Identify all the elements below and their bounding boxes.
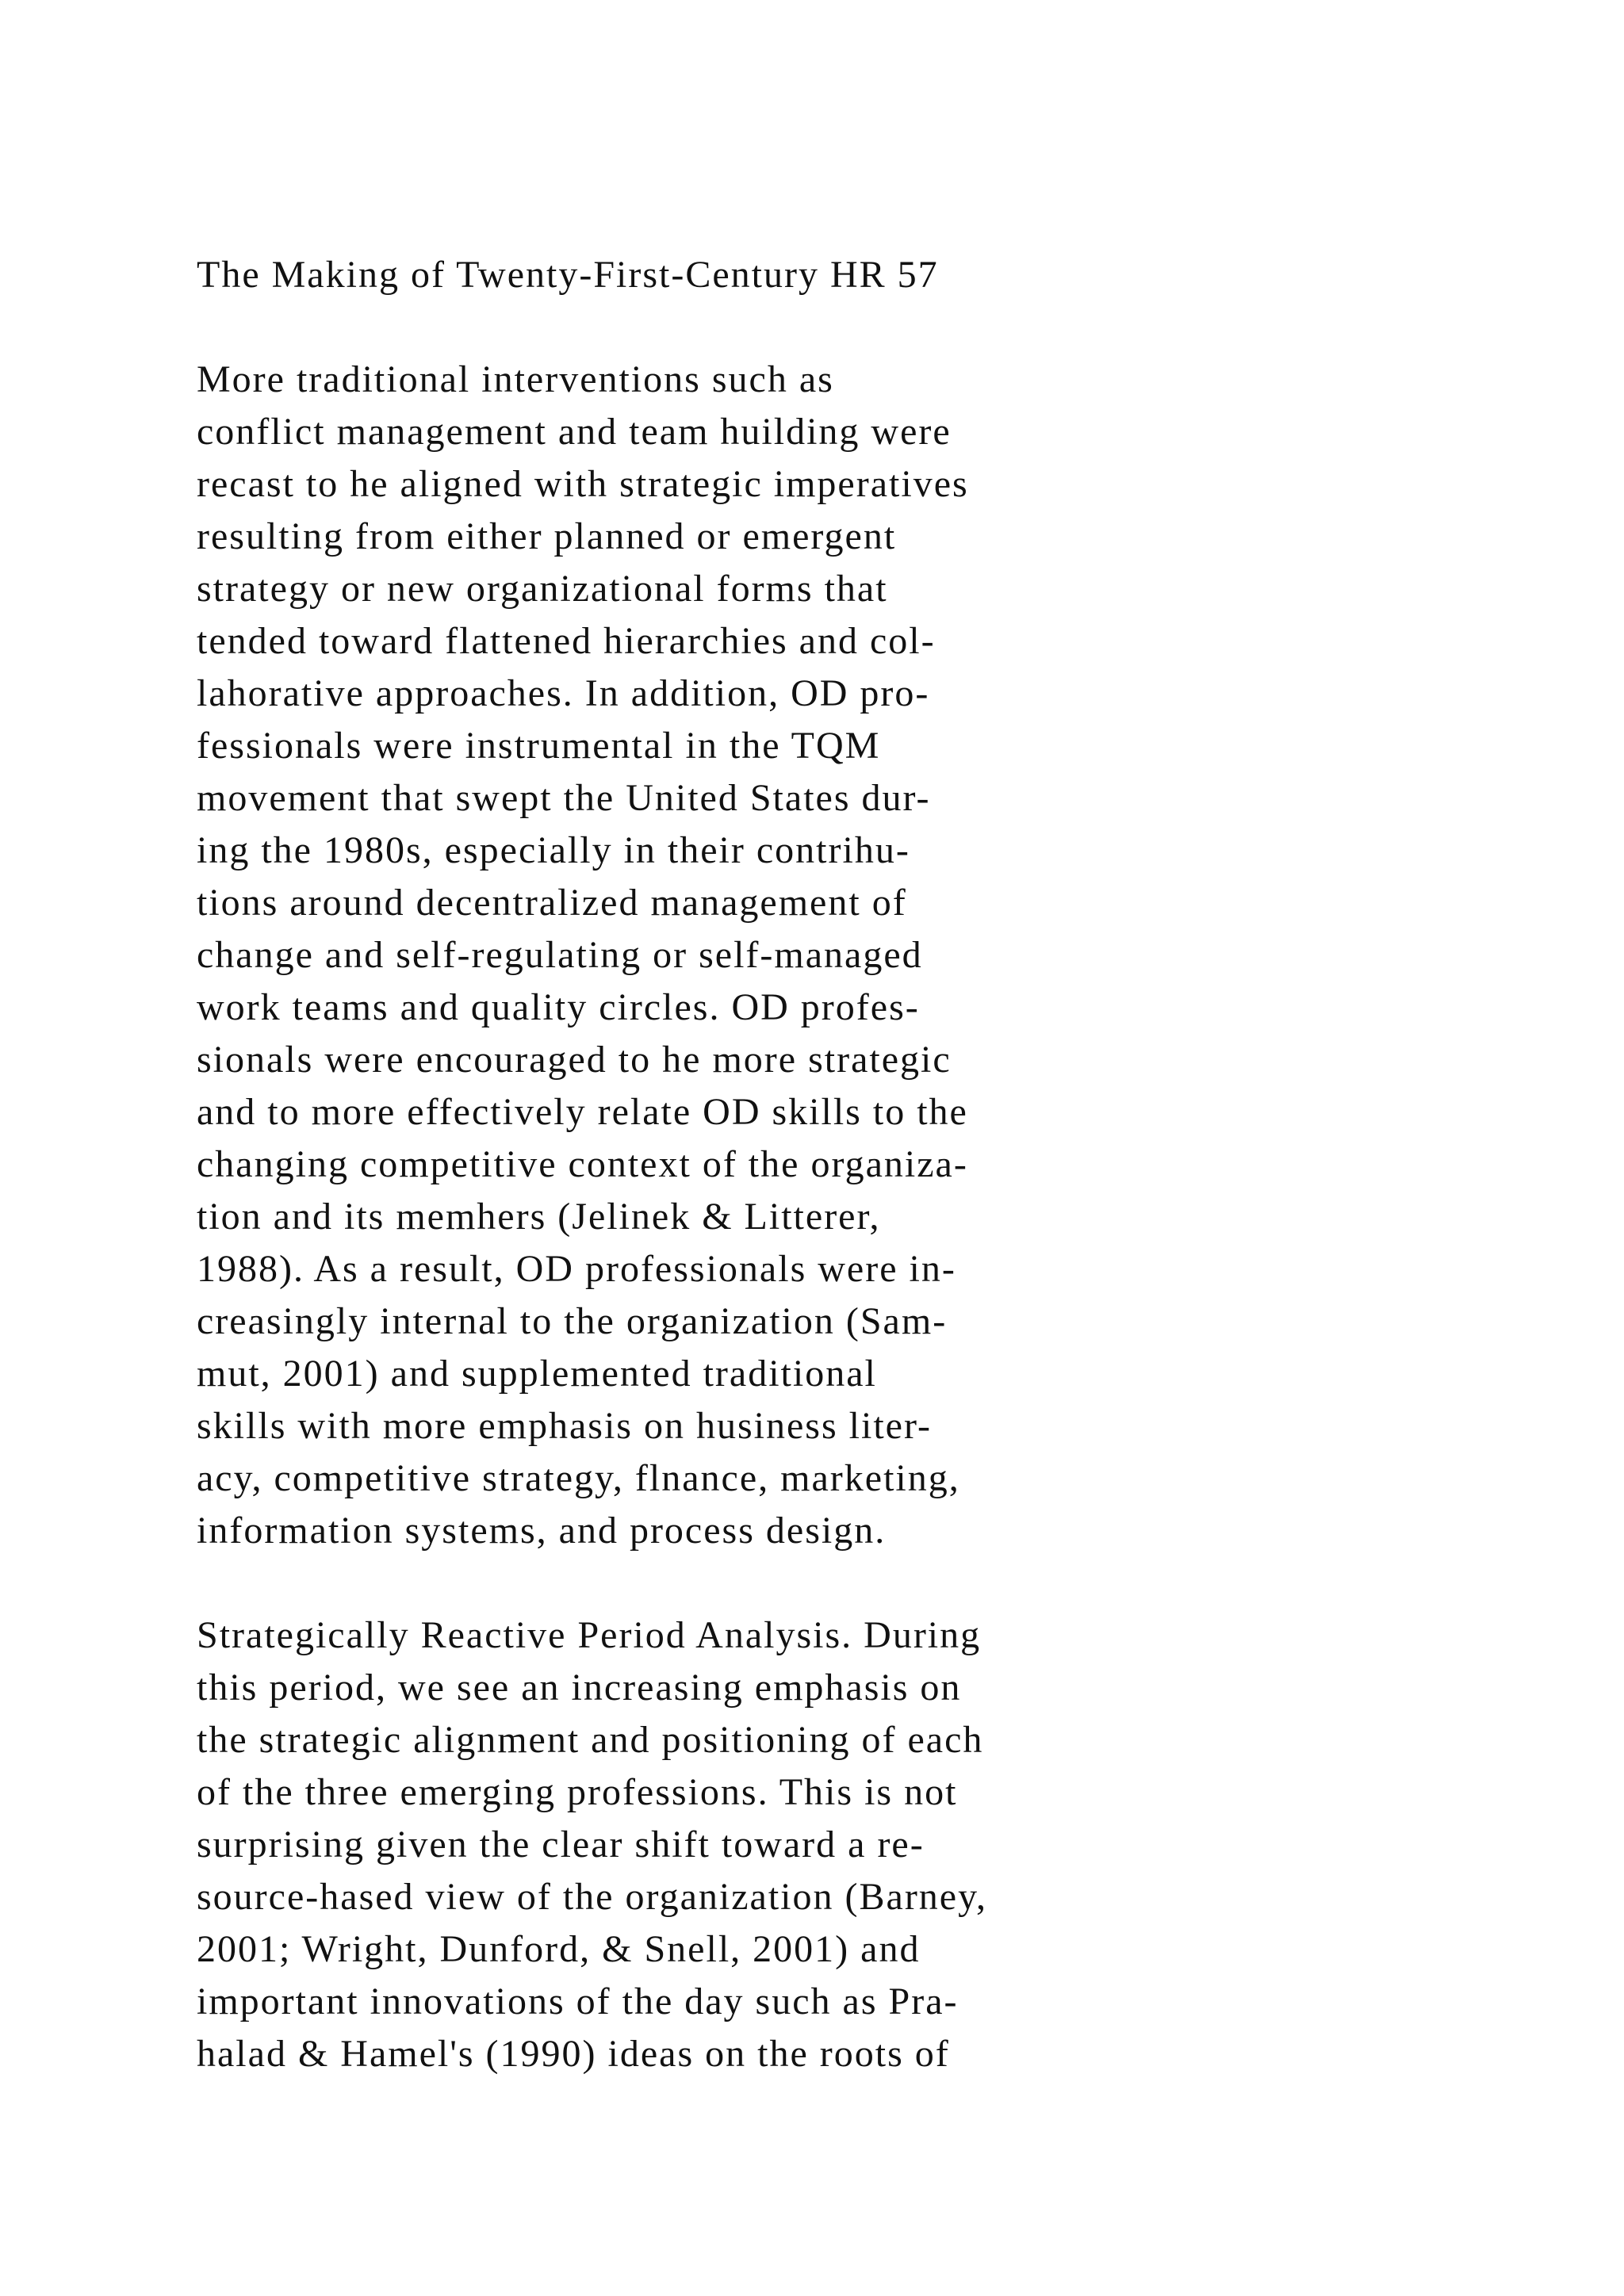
paragraph-line: change and self-regulating or self-managed bbox=[197, 934, 923, 976]
paragraph-line: changing competitive context of the organiza- bbox=[197, 1143, 968, 1185]
paragraph-line: halad & Hamel's (1990) ideas on the roots of bbox=[197, 2033, 950, 2075]
paragraph-line: skills with more emphasis on husiness liter- bbox=[197, 1405, 932, 1447]
paragraph-line: creasingly internal to the organization (Sam- bbox=[197, 1300, 948, 1342]
paragraph-line: of the three emerging professions. This is not bbox=[197, 1771, 958, 1813]
paragraph-line: work teams and quality circles. OD profes- bbox=[197, 986, 920, 1028]
paragraph-line: mut, 2001) and supplemented traditional bbox=[197, 1353, 877, 1395]
page-header-text: The Making of Twenty-First-Century HR 57 bbox=[197, 254, 939, 296]
paragraph-line: surprising given the clear shift toward a re- bbox=[197, 1823, 925, 1866]
paragraph-line: tion and its memhers (Jelinek & Litterer, bbox=[197, 1196, 881, 1238]
paragraph-line: this period, we see an increasing emphasis on bbox=[197, 1667, 962, 1709]
paragraph-line: strategy or new organizational forms that bbox=[197, 568, 888, 610]
paragraph-line: lahorative approaches. In addition, OD pro- bbox=[197, 672, 930, 714]
paragraph-line: resulting from either planned or emergent bbox=[197, 515, 897, 557]
paragraph-line: tended toward flattened hierarchies and col- bbox=[197, 620, 936, 662]
paragraph-line: important innovations of the day such as Pra- bbox=[197, 1980, 959, 2022]
paragraph-line: 1988). As a result, OD professionals were in- bbox=[197, 1248, 956, 1290]
paragraph-2 bbox=[197, 1609, 987, 2080]
paragraph-line: movement that swept the United States dur- bbox=[197, 777, 931, 819]
paragraph-line: ing the 1980s, especially in their contrihu- bbox=[197, 829, 910, 871]
paragraph-line: conflict management and team huilding were bbox=[197, 411, 952, 453]
paragraph-line: and to more effectively relate OD skills to the bbox=[197, 1091, 968, 1133]
paragraph-line: acy, competitive strategy, flnance, marketing, bbox=[197, 1457, 960, 1499]
paragraph-line: sionals were encouraged to he more strategic bbox=[197, 1039, 952, 1081]
paragraph-1 bbox=[197, 354, 969, 1557]
paragraph-line: information systems, and process design. bbox=[197, 1510, 887, 1552]
paragraph-line: tions around decentralized management of bbox=[197, 882, 907, 924]
page-header bbox=[197, 249, 939, 301]
paragraph-line: the strategic alignment and positioning of each bbox=[197, 1719, 984, 1761]
paragraph-line: recast to he aligned with strategic imperatives bbox=[197, 463, 969, 505]
paragraph-line: Strategically Reactive Period Analysis. During bbox=[197, 1614, 982, 1656]
paragraph-line: More traditional interventions such as bbox=[197, 358, 834, 400]
paragraph-line: 2001; Wright, Dunford, & Snell, 2001) and bbox=[197, 1928, 921, 1970]
paragraph-line: fessionals were instrumental in the TQM bbox=[197, 725, 881, 767]
paragraph-line: source-hased view of the organization (Barney, bbox=[197, 1876, 987, 1918]
